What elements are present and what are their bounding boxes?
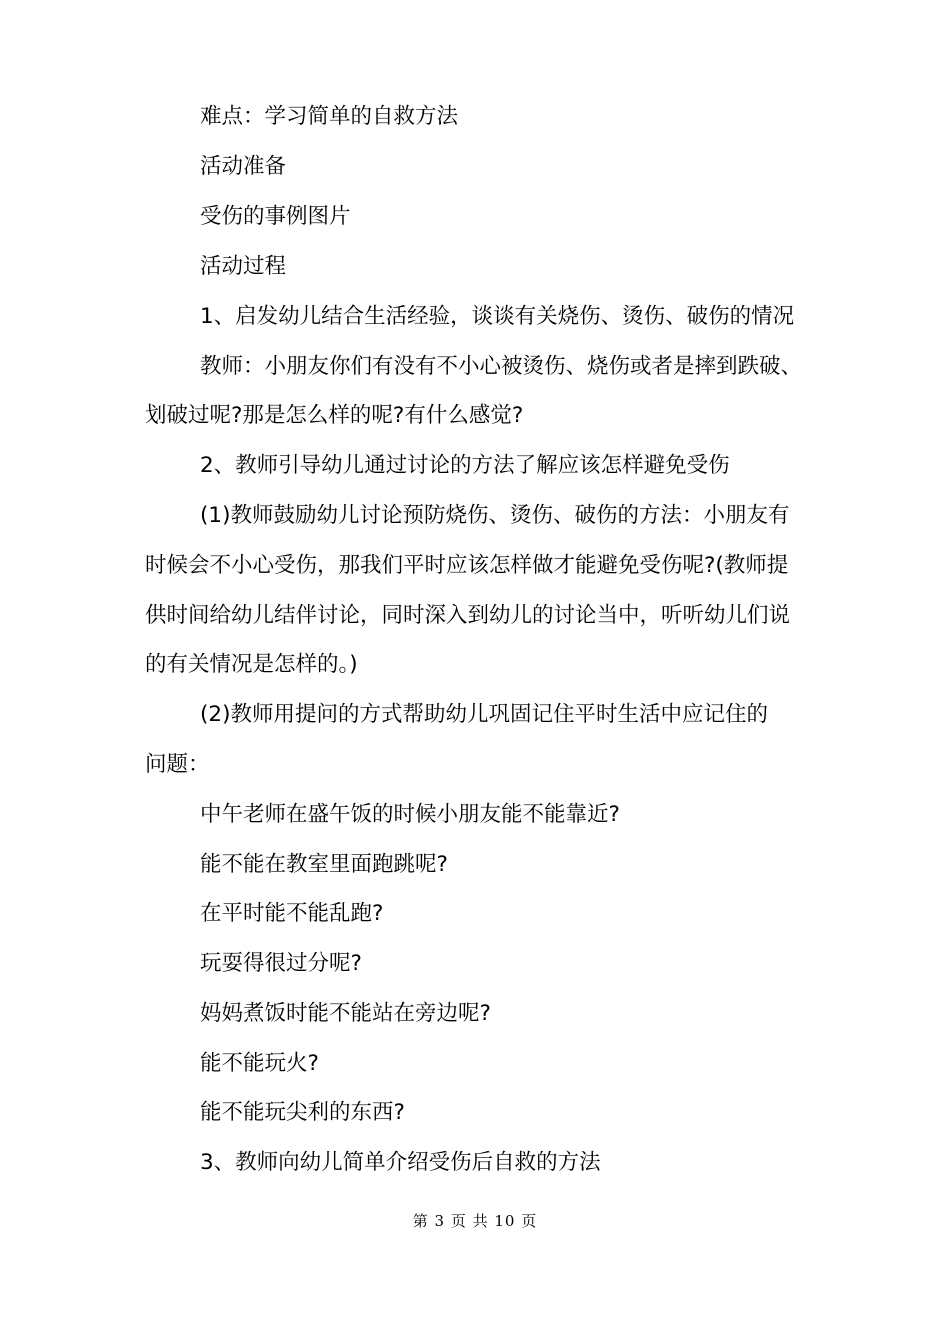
- paragraph-line: 能不能玩火?: [200, 1051, 319, 1076]
- paragraph-line: 问题：: [145, 752, 210, 777]
- paragraph-line: 玩耍得很过分呢?: [200, 951, 362, 976]
- paragraph-line: 供时间给幼儿结伴讨论，同时深入到幼儿的讨论当中，听听幼儿们说: [145, 603, 791, 628]
- paragraph-line: 教师：小朋友你们有没有不小心被烫伤、烧伤或者是摔到跌破、: [200, 354, 803, 379]
- paragraph-line: 2、教师引导幼儿通过讨论的方法了解应该怎样避免受伤: [200, 453, 730, 478]
- paragraph-line: 活动准备: [200, 154, 287, 179]
- paragraph-line: 能不能玩尖利的东西?: [200, 1100, 405, 1125]
- paragraph-line: 的有关情况是怎样的。): [145, 652, 358, 677]
- paragraph-line: (1)教师鼓励幼儿讨论预防烧伤、烫伤、破伤的方法：小朋友有: [200, 503, 790, 528]
- paragraph-line: 受伤的事例图片: [200, 204, 351, 229]
- paragraph-line: 3、教师向幼儿简单介绍受伤后自救的方法: [200, 1150, 601, 1175]
- paragraph-line: 在平时能不能乱跑?: [200, 901, 384, 926]
- paragraph-line: 中午老师在盛午饭的时候小朋友能不能靠近?: [200, 802, 620, 827]
- paragraph-line: 妈妈煮饭时能不能站在旁边呢?: [200, 1001, 491, 1026]
- paragraph-line: (2)教师用提问的方式帮助幼儿巩固记住平时生活中应记住的: [200, 702, 768, 727]
- paragraph-line: 划破过呢?那是怎么样的呢?有什么感觉?: [145, 403, 524, 428]
- paragraph-line: 时候会不小心受伤，那我们平时应该怎样做才能避免受伤呢?(教师提: [145, 553, 789, 578]
- page-number-footer: 第 3 页 共 10 页: [412, 1212, 538, 1230]
- paragraph-line: 能不能在教室里面跑跳呢?: [200, 852, 448, 877]
- paragraph-line: 难点：学习简单的自救方法: [200, 104, 459, 129]
- paragraph-line: 活动过程: [200, 254, 287, 279]
- paragraph-line: 1、启发幼儿结合生活经验，谈谈有关烧伤、烫伤、破伤的情况: [200, 304, 795, 329]
